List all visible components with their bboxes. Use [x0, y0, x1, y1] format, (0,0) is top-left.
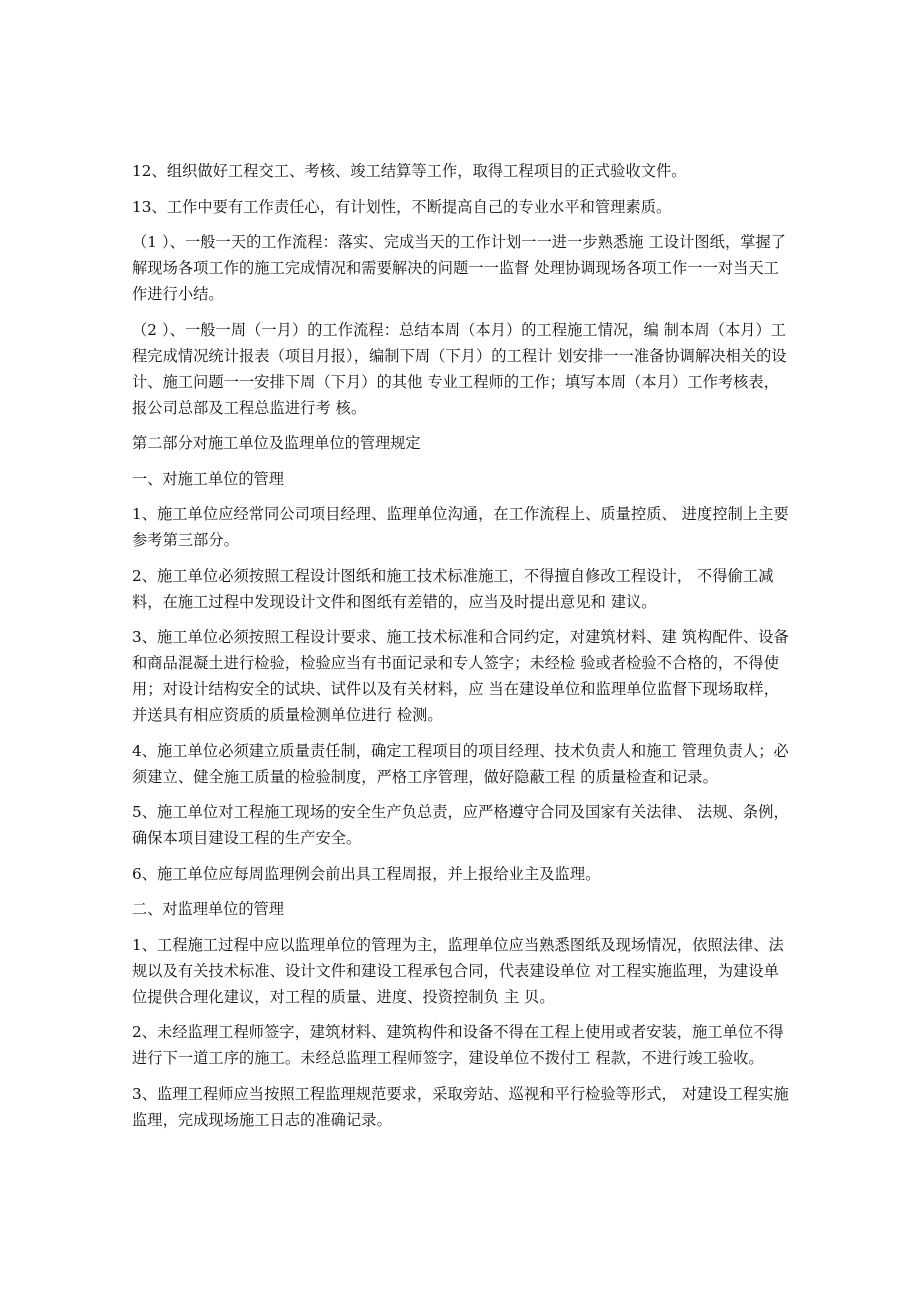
- paragraph-daily-workflow: （1 ）、一般一天的工作流程：落实、完成当天的工作计划一一进一步熟悉施 工设计图纸，掌握了解现场各项工作的施工完成情况和需要解决的问题一一监督 处理协调现场各项工作一一对当天工作进行小结。: [132, 233, 787, 303]
- paragraph-supervision-2: 2、未经监理工程师签字，建筑材料、建筑构件和设备不得在工程上使用或者安装，施工单位不得进行下一道工序的施工。未经总监理工程师签字，建设单位不拨付工 程款，不进行竣工验收。: [132, 1023, 784, 1067]
- paragraph-construction-5: 5、施工单位对工程施工现场的安全生产负总责，应严格遵守合同及国家有关法律、 法规、条例，确保本项目建设工程的生产安全。: [132, 803, 789, 847]
- paragraph-construction-4: 4、施工单位必须建立质量责任制，确定工程项目的项目经理、技术负责人和施工 管理负责人；必须建立、健全施工质量的检验制度，严格工序管理，做好隐蔽工程 的质量检查和记录。: [132, 741, 789, 786]
- paragraph-construction-1: 1、施工单位应经常同公司项目经理、监理单位沟通，在工作流程上、质量控质、 进度控制上主要参考第三部分。: [132, 505, 789, 549]
- subsection-heading-supervision-units: 二、对监理单位的管理: [132, 900, 284, 918]
- paragraph-weekly-workflow: （2 ）、一般一周（一月）的工作流程：总结本周（本月）的工程施工情况，编 制本周（本月）工程完成情况统计报表（项目月报），编制下周（下月）的工程计 划安排一一准备协调解决相关的设计、施工问题一一安排下周（下月）的其他 专业工程师的工作；填写本周（本月）工作考核表，报公司总部及工程总监进行考 核。: [132, 320, 787, 417]
- document-body: [132, 158, 794, 1142]
- paragraph-supervision-1: 1、工程施工过程中应以监理单位的管理为主，监理单位应当熟悉图纸及现场情况，依照法律、法规以及有关技术标准、设计文件和建设工程承包合同，代表建设单位 对工程实施监理，为建设单位提供合理化建议，对工程的质量、进度、投资控制负 主 贝。: [132, 935, 784, 1006]
- paragraph-item-13: 13、工作中要有工作责任心，有计划性，不断提高自己的专业水平和管理素质。: [132, 197, 672, 216]
- paragraph-supervision-3: 3、监理工程师应当按照工程监理规范要求，采取旁站、巡视和平行检验等形式， 对建设工程实施监理，完成现场施工日志的准确记录。: [132, 1084, 789, 1129]
- paragraph-construction-2: 2、施工单位必须按照工程设计图纸和施工技术标准施工，不得擅自修改工程设计， 不得偷工减料，在施工过程中发现设计文件和图纸有差错的，应当及时提出意见和 建议。: [132, 566, 774, 611]
- section-heading-part-two: 第二部分对施工单位及监理单位的管理规定: [132, 434, 421, 452]
- paragraph-item-12: 12、组织做好工程交工、考核、竣工结算等工作，取得工程项目的正式验收文件。: [132, 162, 687, 180]
- paragraph-construction-3: 3、施工单位必须按照工程设计要求、施工技术标准和合同约定，对建筑材料、建 筑构配件、设备和商品混凝土进行检验，检验应当有书面记录和专人签字；未经检 验或者检验不合格的，不得使用；对设计结构安全的试块、试件以及有关材料，应 当在建设单位和监理单位监督下现场取样，并送具有相应资质的质量检测单位进行 检测。: [132, 628, 789, 724]
- paragraph-construction-6: 6、施工单位应每周监理例会前出具工程周报，并上报给业主及监理。: [132, 864, 601, 883]
- subsection-heading-construction-units: 一、对施工单位的管理: [132, 469, 284, 488]
